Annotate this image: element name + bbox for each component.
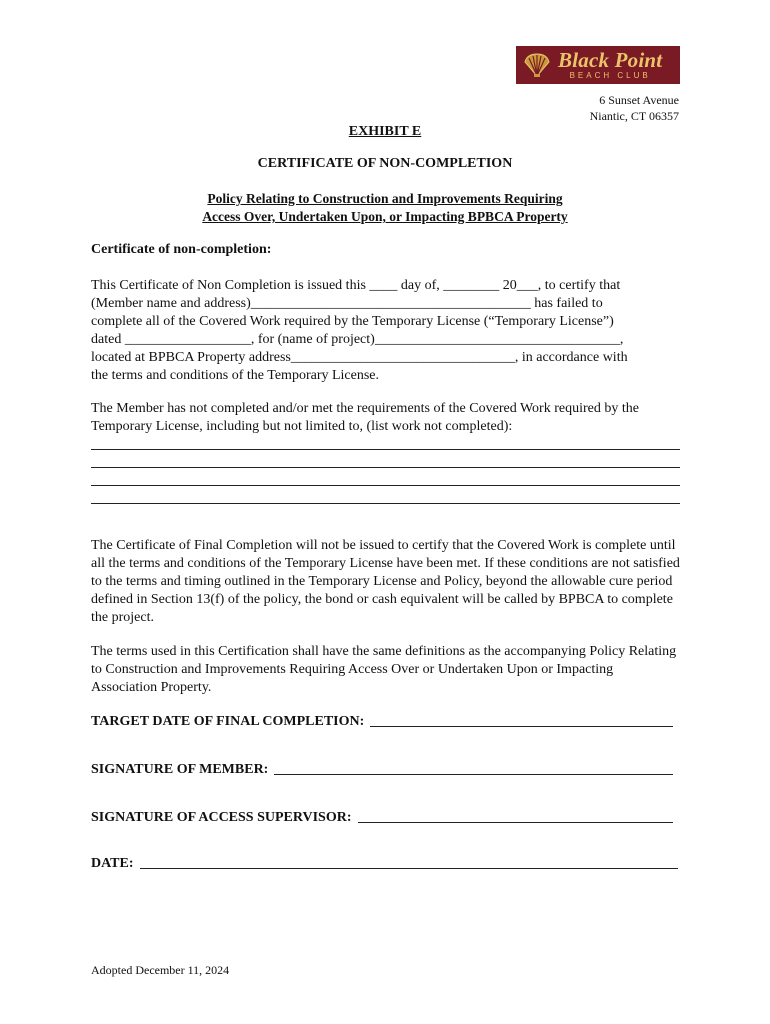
member-signature-field — [91, 762, 673, 778]
issuance-paragraph — [91, 277, 681, 385]
paragraph-line: located at BPBCA Property address________________________________, in accordance with — [91, 350, 628, 365]
date-field — [91, 856, 678, 872]
section-heading: Certificate of non-completion: — [91, 242, 272, 257]
work-list-line-1[interactable] — [91, 449, 680, 450]
adoption-footer: Adopted December 11, 2024 — [91, 963, 230, 977]
date-label: DATE: — [91, 856, 134, 871]
member-signature-line[interactable] — [274, 774, 673, 775]
certificate-title: CERTIFICATE OF NON-COMPLETION — [257, 156, 513, 171]
policy-title-line-2: Access Over, Undertaken Upon, or Impacting BPBCA Property — [202, 209, 568, 224]
target-date-field — [91, 714, 673, 730]
member-signature-label: SIGNATURE OF MEMBER: — [91, 762, 269, 777]
work-list-line-4[interactable] — [91, 503, 680, 504]
target-date-line[interactable] — [370, 726, 673, 727]
address-line-1: 6 Sunset Avenue — [599, 93, 679, 107]
paragraph-line: complete all of the Covered Work required by the Temporary License (“Temporary License”) — [91, 314, 614, 329]
logo-title: Black Point — [558, 48, 663, 72]
logo-subtitle: BEACH CLUB — [569, 71, 651, 80]
paragraph-line: dated __________________, for (name of project)___________________________________, — [91, 332, 624, 347]
supervisor-signature-line[interactable] — [358, 822, 673, 823]
paragraph-line: (Member name and address)________________________________________ has failed to — [91, 296, 603, 311]
club-logo — [516, 46, 680, 84]
work-list-line-2[interactable] — [91, 467, 680, 468]
shell-icon — [522, 50, 552, 80]
policy-title — [0, 190, 770, 226]
policy-title-line-1: Policy Relating to Construction and Improvements Requiring — [207, 191, 563, 206]
target-date-label: TARGET DATE OF FINAL COMPLETION: — [91, 714, 365, 729]
definitions-paragraph: The terms used in this Certification shall have the same definitions as the accompanying Policy Relating to Construction and Improvements Requiring Access Over or Undertaken Upon or Impacting Association Property. — [91, 644, 677, 695]
club-address — [590, 92, 679, 124]
work-list-line-3[interactable] — [91, 485, 680, 486]
paragraph-line: This Certificate of Non Completion is issued this ____ day of, ________ 20___, to certify that — [91, 278, 621, 293]
supervisor-signature-field — [91, 810, 673, 826]
date-line[interactable] — [140, 868, 678, 869]
exhibit-heading: EXHIBIT E — [348, 124, 422, 139]
incomplete-work-paragraph: The Member has not completed and/or met the requirements of the Covered Work required by the Temporary License, including but not limited to, (list work not completed): — [91, 401, 639, 434]
paragraph-line: the terms and conditions of the Temporary License. — [91, 368, 380, 383]
final-completion-paragraph: The Certificate of Final Completion will not be issued to certify that the Covered Work is complete until all the terms and conditions of the Temporary License have been met. If these conditions are not satisfied to the terms and timing outlined in the Temporary License and Policy, beyond the allowable cure period defined in Section 13(f) of the policy, the bond or cash equivalent will be called by BPBCA to complete the project. — [91, 538, 680, 625]
supervisor-signature-label: SIGNATURE OF ACCESS SUPERVISOR: — [91, 810, 352, 825]
address-line-2: Niantic, CT 06357 — [589, 109, 679, 123]
